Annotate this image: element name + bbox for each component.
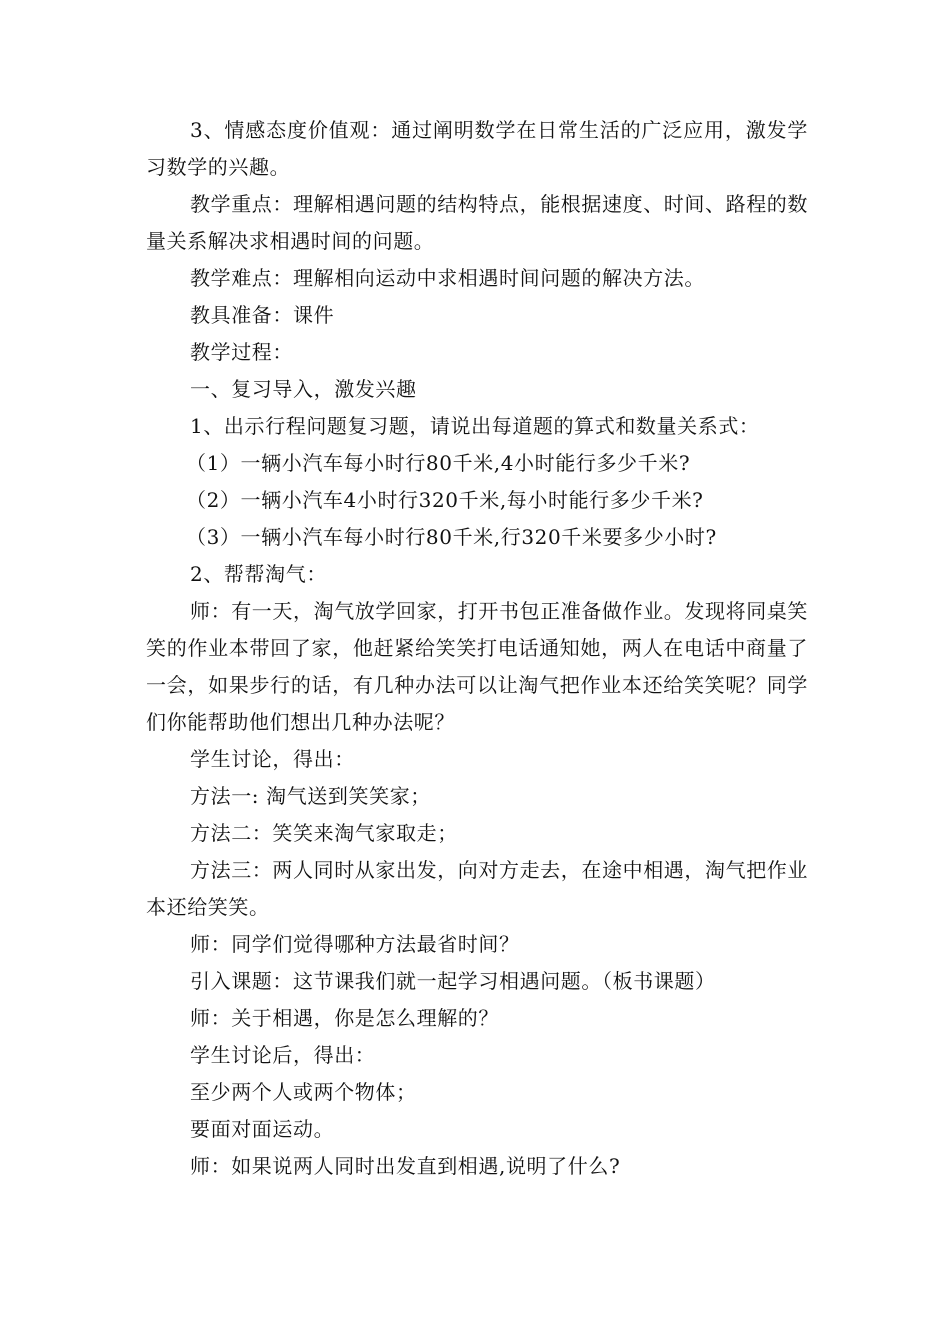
review-problem-1: （1）一辆小汽车每小时行80千米,4小时能行多少千米?	[186, 451, 691, 475]
teaching-materials-paragraph: 教具准备：课件	[190, 303, 335, 327]
teacher-question-meeting-paragraph: 师：关于相遇，你是怎么理解的？	[190, 1006, 499, 1030]
method-one-paragraph: 方法一: 淘气送到笑笑家；	[190, 784, 431, 808]
section-one-heading: 一、复习导入，激发兴趣	[190, 377, 417, 401]
point-two-people-paragraph: 至少两个人或两个物体；	[190, 1080, 417, 1104]
method-three-paragraph: 方法三：两人同时从家出发，向对方走去，在途中相遇，淘气把作业本还给笑笑。	[146, 858, 808, 919]
document-body	[146, 112, 808, 1185]
teacher-story-paragraph: 师：有一天，淘气放学回家，打开书包正准备做作业。发现将同桌笑笑的作业本带回了家，他赶紧给笑笑打电话通知她，两人在电话中商量了一会，如果步行的话，有几种办法可以让淘气把作业本还给笑笑呢？同学们你能帮助他们想出几种办法呢？	[146, 599, 808, 734]
teacher-question-time-paragraph: 师：同学们觉得哪种方法最省时间？	[190, 932, 520, 956]
review-instruction-paragraph: 1、出示行程问题复习题，请说出每道题的算式和数量关系式：	[190, 414, 760, 438]
discussion-result-paragraph: 学生讨论后，得出：	[190, 1043, 376, 1067]
review-problem-3: （3）一辆小汽车每小时行80千米,行320千米要多少小时?	[186, 525, 717, 549]
point-face-to-face-paragraph: 要面对面运动。	[190, 1117, 335, 1141]
teaching-focus-paragraph: 教学重点：理解相遇问题的结构特点，能根据速度、时间、路程的数量关系解决求相遇时间的问题。	[146, 192, 808, 253]
student-discussion-paragraph: 学生讨论，得出：	[190, 747, 355, 771]
teaching-process-heading: 教学过程：	[190, 340, 293, 364]
teaching-difficulty-paragraph: 教学难点：理解相向运动中求相遇时间问题的解决方法。	[190, 266, 705, 290]
objective-emotion-paragraph: 3、情感态度价值观：通过阐明数学在日常生活的广泛应用，激发学习数学的兴趣。	[146, 118, 808, 179]
teacher-question-simultaneous-paragraph: 师：如果说两人同时出发直到相遇,说明了什么?	[190, 1154, 621, 1178]
introduce-topic-paragraph: 引入课题：这节课我们就一起学习相遇问题。（板书课题）	[190, 969, 716, 993]
method-two-paragraph: 方法二：笑笑来淘气家取走；	[190, 821, 458, 845]
help-taoqi-heading: 2、帮帮淘气：	[190, 562, 327, 586]
review-problem-2: （2）一辆小汽车4小时行320千米,每小时能行多少千米?	[186, 488, 704, 512]
